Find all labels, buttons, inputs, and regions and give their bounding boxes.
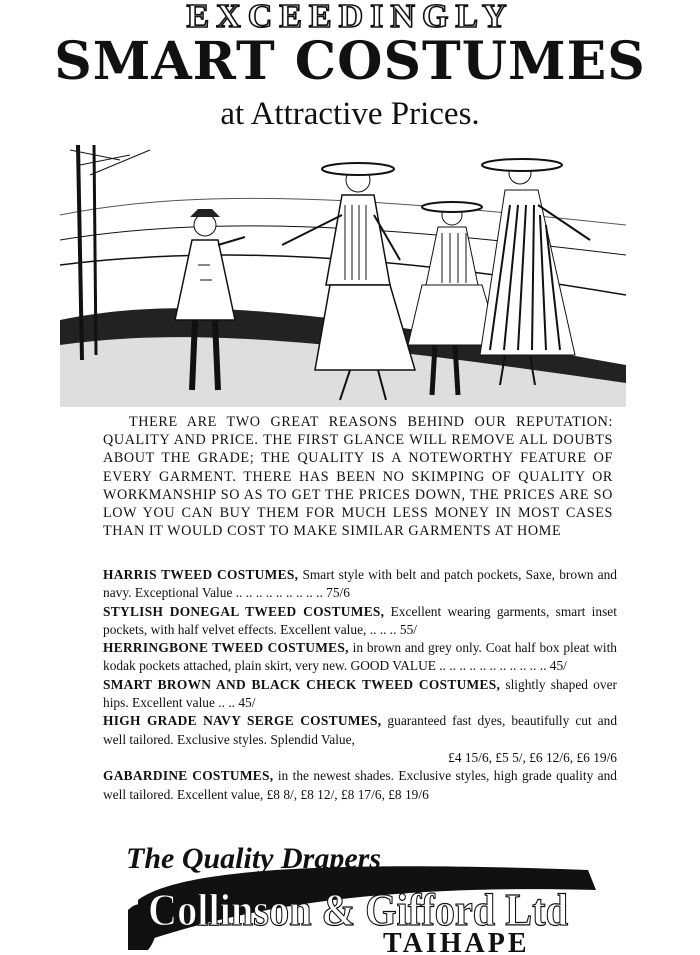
logo-tagline: The Quality Drapers <box>126 842 381 875</box>
item-name: HIGH GRADE NAVY SERGE COSTUMES, <box>103 713 382 729</box>
intro-text: THERE ARE TWO GREAT REASONS BEHIND OUR REPUTATION: QUALITY AND PRICE. THE FIRST GLANCE WILL REMOVE ALL DOUBTS ABOUT THE GRADE; THE QUALITY IS A NOTEWORTHY FEATURE OF EVERY GARMENT. THERE HAS BEEN NO SKIMPING OF QUALITY OR WORKMANSHIP SO AS TO GET THE PRICES DOWN, THE PRICES ARE SO LOW YOU CAN BUY THEM FOR MUCH LESS MONEY IN MOST CASES THAN IT WOULD COST TO MAKE SIMILAR GARMENTS AT HOME <box>103 414 613 540</box>
list-item <box>103 603 617 640</box>
intro-paragraph <box>103 413 613 540</box>
list-item <box>103 566 617 603</box>
costume-list <box>103 566 617 804</box>
logo-firm-name: Collinson & Gifford Ltd <box>148 884 569 935</box>
item-desc: in brown and grey only. Coat half box pleat with kodak pockets attached, plain skirt, very new. GOOD VALUE .. .. .. .. .. .. .. .. .. .. .. 45/ <box>103 640 617 674</box>
item-name: HERRINGBONE TWEED COSTUMES, <box>103 640 349 656</box>
item-price: £4 15/6, £5 5/, £6 12/6, £6 19/6 <box>448 749 617 765</box>
list-item <box>103 639 617 676</box>
item-price: 75/6 <box>326 585 350 601</box>
item-name: GABARDINE COSTUMES, <box>103 768 274 784</box>
item-name: HARRIS TWEED COSTUMES, <box>103 567 299 582</box>
headline-smart-costumes: SMART COSTUMES <box>54 31 646 92</box>
logo-town: TAIHAPE <box>383 928 530 955</box>
headline-exceedingly: EXCEEDINGLY <box>186 0 514 35</box>
item-price: 55/ <box>399 621 417 637</box>
item-desc: Excellent wearing garments, smart inset pockets, with half velvet effects. Excellent value, .. .. .. <box>103 603 617 637</box>
list-item <box>103 712 617 767</box>
headline-attractive-prices: at Attractive Prices. <box>220 96 480 132</box>
list-item <box>103 676 617 713</box>
firm-logo-banner <box>118 830 598 955</box>
item-desc: Smart style with belt and patch pockets, Saxe, brown and navy. Exceptional Value .. .. .. .. .. .. .. .. .. <box>103 567 617 601</box>
fashion-illustration <box>60 145 626 407</box>
item-name: SMART BROWN AND BLACK CHECK TWEED COSTUMES, <box>103 676 501 692</box>
item-desc: slightly shaped over hips. Excellent value .. .. 45/ <box>103 676 617 711</box>
item-desc: in the newest shades. Exclusive styles, high grade quality and well tailored. Excellent value, £8 8/, £8 12/, £8 17/6, £8 19/6 <box>103 768 618 802</box>
list-item <box>103 767 617 804</box>
item-name: STYLISH DONEGAL TWEED COSTUMES, <box>103 603 385 619</box>
item-desc: guaranteed fast dyes, beautifully cut and well tailored. Exclusive styles. Splendid Value, <box>103 713 618 747</box>
